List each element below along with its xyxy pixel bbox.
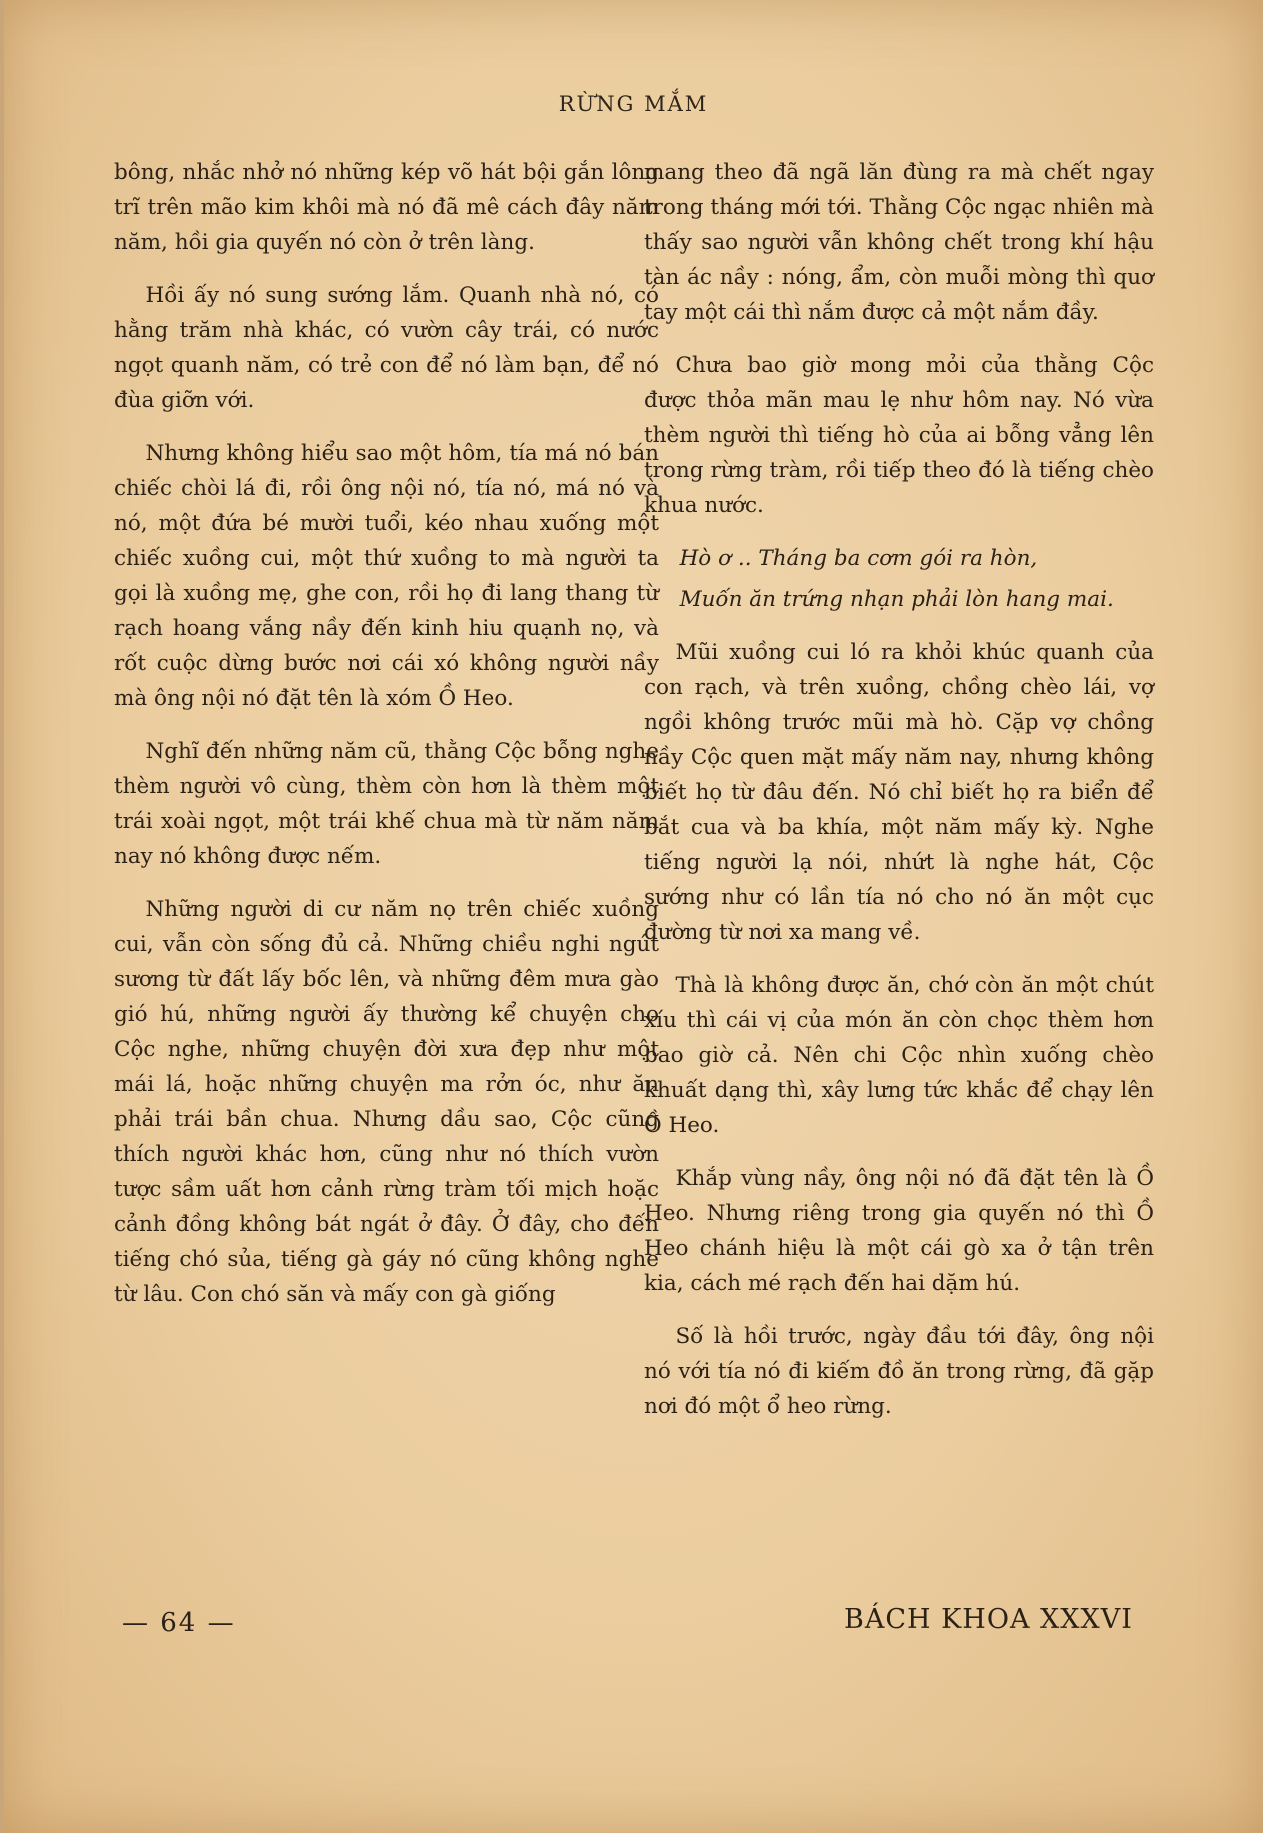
paragraph: Khắp vùng nầy, ông nội nó đã đặt tên là Ồ Heo. Nhưng riêng trong gia quyến nó thì Ồ Heo chánh hiệu là một cái gò xa ở tận trên kia, cách mé rạch đến hai dặm hú. <box>644 1166 1154 1296</box>
paragraph: Nhưng không hiểu sao một hôm, tía má nó bán chiếc chòi lá đi, rồi ông nội nó, tía nó, má nó và nó, một đứa bé mười tuổi, kéo nhau xuống một chiếc xuồng cui, một thứ xuồng to mà người ta gọi là xuồng mẹ, ghe con, rồi họ đi lang thang từ rạch hoang vắng nầy đến kinh hiu quạnh nọ, và rốt cuộc dừng bước nơi cái xó không người nầy mà ông nội nó đặt tên là xóm Ồ Heo. <box>114 441 659 711</box>
paragraph: Mũi xuồng cui ló ra khỏi khúc quanh của con rạch, và trên xuồng, chồng chèo lái, vợ ngồi không trước mũi mà hò. Cặp vợ chồng nầy Cộc quen mặt mấy năm nay, nhưng không biết họ từ đâu đến. Nó chỉ biết họ ra biển để bắt cua và ba khía, một năm mấy kỳ. Nghe tiếng người lạ nói, nhứt là nghe hát, Cộc sướng như có lần tía nó cho nó ăn một cục đường từ nơi xa mang về. <box>644 640 1154 945</box>
verse-line: Hò ơ .. Tháng ba cơm gói ra hòn, <box>679 546 1038 571</box>
page-number: — 64 — <box>122 1608 236 1638</box>
paragraph: Chưa bao giờ mong mỏi của thằng Cộc được thỏa mãn mau lẹ như hôm nay. Nó vừa thèm người thì tiếng hò của ai bỗng vẳng lên trong rừng tràm, rồi tiếp theo đó là tiếng chèo khua nước. <box>644 353 1154 518</box>
left-column <box>114 155 659 1330</box>
publication-name: BÁCH KHOA XXXVI <box>844 1604 1133 1635</box>
paragraph: bông, nhắc nhở nó những kép võ hát bội gắn lông trĩ trên mão kim khôi mà nó đã mê cách đây năm năm, hồi gia quyến nó còn ở trên làng. <box>114 160 659 255</box>
magazine-page <box>4 0 1263 1833</box>
verse-line: Muốn ăn trứng nhạn phải lòn hang mai. <box>679 587 1114 612</box>
paragraph: Những người di cư năm nọ trên chiếc xuồng cui, vẫn còn sống đủ cả. Những chiều nghi ngút sương từ đất lấy bốc lên, và những đêm mưa gào gió hú, những người ấy thường kể chuyện cho Cộc nghe, những chuyện đời xưa đẹp như một mái lá, hoặc những chuyện ma rởn óc, như ăn phải trái bần chua. Nhưng dầu sao, Cộc cũng thích người khác hơn, cũng như nó thích vườn tược sầm uất hơn cảnh rừng tràm tối mịch hoặc cảnh đồng không bát ngát ở đây. Ở đây, cho đến tiếng chó sủa, tiếng gà gáy nó cũng không nghe từ lâu. Con chó săn và mấy con gà giống <box>114 897 659 1307</box>
paragraph: Số là hồi trước, ngày đầu tới đây, ông nội nó với tía nó đi kiếm đồ ăn trong rừng, đã gặp nơi đó một ổ heo rừng. <box>644 1324 1154 1419</box>
right-column <box>644 155 1154 1442</box>
paragraph: mang theo đã ngã lăn đùng ra mà chết ngay trong tháng mới tới. Thằng Cộc ngạc nhiên mà thấy sao người vẫn không chết trong khí hậu tàn ác nầy : nóng, ẩm, còn muỗi mòng thì quơ tay một cái thì nắm được cả một nắm đầy. <box>644 160 1154 325</box>
paragraph: Hồi ấy nó sung sướng lắm. Quanh nhà nó, có hằng trăm nhà khác, có vườn cây trái, có nước ngọt quanh năm, có trẻ con để nó làm bạn, để nó đùa giỡn với. <box>114 283 659 413</box>
paragraph: Thà là không được ăn, chớ còn ăn một chút xíu thì cái vị của món ăn còn chọc thèm hơn bao giờ cả. Nên chi Cộc nhìn xuống chèo khuất dạng thì, xây lưng tức khắc để chạy lên Ồ Heo. <box>644 973 1154 1138</box>
paragraph: Nghĩ đến những năm cũ, thằng Cộc bỗng nghe thèm người vô cùng, thèm còn hơn là thèm một trái xoài ngọt, một trái khế chua mà từ năm năm nay nó không được nếm. <box>114 739 659 869</box>
running-title: RỪNG MẮM <box>558 92 709 116</box>
